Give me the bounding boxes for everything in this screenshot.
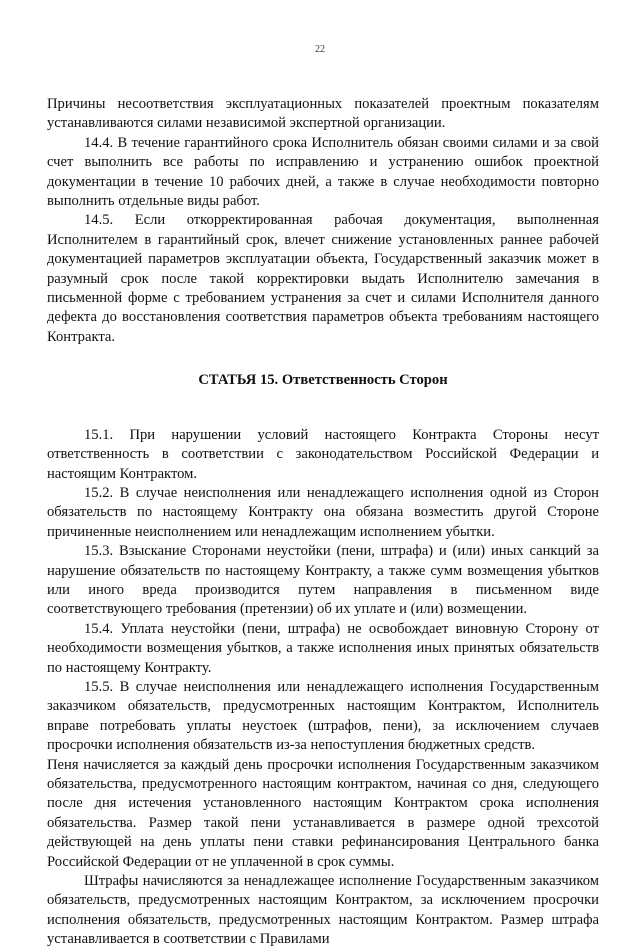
paragraph: 15.2. В случае неисполнения или ненадлежащего исполнения одной из Сторон обязательств по настоящему Контракту она обязана возместить другой Стороне причиненные неисполнением или ненадлежащим исполнением убытки. — [47, 484, 599, 540]
paragraph: 14.4. В течение гарантийного срока Исполнитель обязан своими силами и за свой счет выполнить все работы по исправлению и устранению ошибок проектной документации в течение 10 рабочих дней, а также в случае необходимости повторно выполнить отдельные виды работ. — [47, 134, 599, 210]
document-body — [47, 95, 599, 950]
paragraph: Пеня начисляется за каждый день просрочки исполнения Государственным заказчиком обязательства, предусмотренного настоящим контрактом, начиная со дня, следующего после дня истечения установленного настоящим Контрактом срока исполнения обязательства. Размер такой пени устанавливается в размере одной трехсотой действующей на день уплаты пени ставки рефинансирования Центрального банка Российской Федерации от не уплаченной в срок суммы. — [47, 756, 599, 870]
paragraph: 14.5. Если откорректированная рабочая документация, выполненная Исполнителем в гарантийный срок, влечет снижение установленных раннее рабочей документацией параметров эксплуатации объекта, Государственный заказчик может в разумный срок после такой корректировки выдать Исполнителю замечания в письменной форме с требованием устранения за счет и силами Исполнителя данного дефекта до восстановления соответствия параметров объекта требованиям настоящего Контракта. — [47, 212, 599, 345]
paragraph: Штрафы начисляются за ненадлежащее исполнение Государственным заказчиком обязательств, предусмотренных настоящим Контрактом, за исключением просрочки исполнения обязательств, предусмотренных настоящим Контрактом. Размер штрафа устанавливается в соответствии с Правилами — [47, 873, 599, 948]
page-number: 22 — [315, 44, 325, 55]
paragraph: 15.5. В случае неисполнения или ненадлежащего исполнения Государственным заказчиком обязательств, предусмотренных настоящим Контрактом, Исполнитель вправе потребовать уплаты неустоек (штрафов, пени), за исключением случаев просрочки исполнения обязательств из-за непоступления бюджетных средств. — [47, 678, 599, 754]
paragraph: 15.3. Взыскание Сторонами неустойки (пени, штрафа) и (или) иных санкций за нарушение обязательств по настоящему Контракту, а также сумм возмещения убытков или иного вреда производится путем направления в письменном виде соответствующего требования (претензии) об их уплате и (или) возмещении. — [47, 543, 599, 618]
paragraph: 15.1. При нарушении условий настоящего Контракта Стороны несут ответственность в соответствии с законодательством Российской Федерации и настоящим Контрактом. — [47, 426, 599, 482]
paragraph: Причины несоответствия эксплуатационных показателей проектным показателям устанавливаются силами независимой экспертной организации. — [47, 96, 599, 132]
paragraph: 15.4. Уплата неустойки (пени, штрафа) не освобождает виновную Сторону от необходимости возмещения убытков, а также исполнения иных принятых обязательств по настоящему Контракту. — [47, 620, 599, 676]
article-title: СТАТЬЯ 15. Ответственность Сторон — [198, 372, 448, 389]
